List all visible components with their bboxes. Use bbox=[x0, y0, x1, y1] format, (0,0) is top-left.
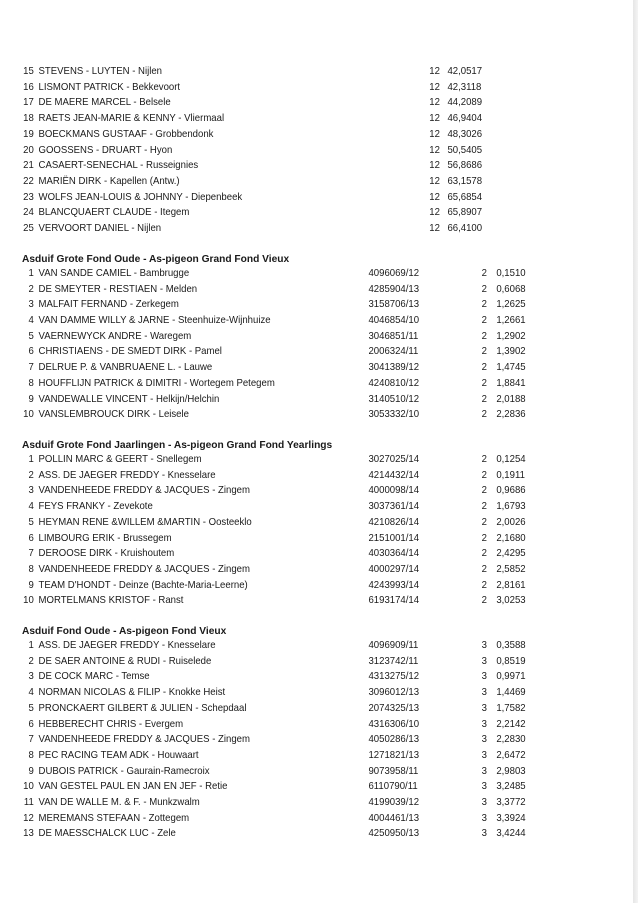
fancier-name: GOOSSENS - DRUART - Hyon bbox=[38, 145, 173, 156]
ring-number: 9073958/11 bbox=[368, 766, 419, 777]
ring-number: 1271821/13 bbox=[368, 750, 420, 761]
rank-number: 10 bbox=[23, 409, 34, 420]
ring-number: 4000297/14 bbox=[368, 564, 420, 575]
rank-number: 18 bbox=[23, 113, 34, 124]
ring-number: 3037361/14 bbox=[368, 501, 420, 512]
ring-number: 4214432/14 bbox=[368, 470, 420, 481]
rank-number: 4 bbox=[28, 315, 34, 326]
fancier-name: DELRUE P. & VANBRUAENE L. - Lauwe bbox=[38, 362, 213, 373]
prize-count: 2 bbox=[481, 485, 487, 496]
rank-number: 3 bbox=[28, 671, 34, 682]
prize-count: 2 bbox=[481, 346, 487, 357]
prize-count: 2 bbox=[481, 362, 487, 373]
fancier-name: MORTELMANS KRISTOF - Ranst bbox=[38, 595, 184, 606]
rank-number: 1 bbox=[28, 454, 34, 465]
fancier-name: HOUFFLIJN PATRICK & DIMITRI - Wortegem Petegem bbox=[38, 378, 275, 389]
coefficient: 2,2836 bbox=[496, 409, 526, 420]
ring-number: 4313275/12 bbox=[368, 671, 420, 682]
prize-count: 2 bbox=[481, 517, 487, 528]
rank-number: 3 bbox=[28, 299, 34, 310]
prize-count: 2 bbox=[481, 268, 487, 279]
fancier-name: VANDENHEEDE FREDDY & JACQUES - Zingem bbox=[38, 734, 250, 745]
fancier-name: VAERNEWYCK ANDRE - Waregem bbox=[38, 331, 192, 342]
ring-number: 3096012/13 bbox=[368, 687, 420, 698]
prize-count: 3 bbox=[481, 734, 487, 745]
coefficient: 1,4745 bbox=[496, 362, 526, 373]
coefficient: 2,0026 bbox=[496, 517, 526, 528]
fancier-name: DE MAERE MARCEL - Belsele bbox=[38, 97, 171, 108]
ring-number: 4000098/14 bbox=[368, 485, 420, 496]
rank-number: 4 bbox=[28, 687, 34, 698]
fancier-name: VAN DE WALLE M. & F. - Munkzwalm bbox=[38, 797, 200, 808]
coefficient: 42,3118 bbox=[447, 82, 482, 93]
prize-count: 3 bbox=[481, 671, 487, 682]
rank-number: 23 bbox=[23, 192, 34, 203]
prize-count: 2 bbox=[481, 454, 487, 465]
rank-number: 1 bbox=[28, 640, 34, 651]
prize-count: 2 bbox=[481, 501, 487, 512]
prize-count: 12 bbox=[429, 207, 440, 218]
prize-count: 3 bbox=[481, 781, 487, 792]
coefficient: 1,2625 bbox=[496, 299, 526, 310]
prize-count: 12 bbox=[429, 145, 440, 156]
rank-number: 2 bbox=[28, 284, 34, 295]
fancier-name: RAETS JEAN-MARIE & KENNY - Vliermaal bbox=[38, 113, 225, 124]
rank-number: 4 bbox=[28, 501, 34, 512]
coefficient: 56,8686 bbox=[447, 160, 483, 171]
prize-count: 2 bbox=[481, 409, 487, 420]
coefficient: 2,6472 bbox=[496, 750, 526, 761]
rank-number: 9 bbox=[28, 580, 34, 591]
ring-number: 3041389/12 bbox=[368, 362, 420, 373]
coefficient: 66,4100 bbox=[447, 223, 483, 234]
rank-number: 20 bbox=[23, 145, 34, 156]
rank-number: 24 bbox=[23, 207, 34, 218]
fancier-name: BLANCQUAERT CLAUDE - Itegem bbox=[38, 207, 190, 218]
prize-count: 2 bbox=[481, 548, 487, 559]
rank-number: 11 bbox=[23, 797, 34, 808]
fancier-name: DEROOSE DIRK - Kruishoutem bbox=[38, 548, 175, 559]
prize-count: 3 bbox=[481, 703, 487, 714]
coefficient: 50,5405 bbox=[447, 145, 483, 156]
ring-number: 6193174/14 bbox=[368, 595, 420, 606]
rank-number: 12 bbox=[23, 813, 34, 824]
rank-number: 6 bbox=[28, 346, 34, 357]
coefficient: 1,2661 bbox=[496, 315, 526, 326]
coefficient: 44,2089 bbox=[447, 97, 483, 108]
coefficient: 2,9803 bbox=[496, 766, 526, 777]
prize-count: 2 bbox=[481, 564, 487, 575]
fancier-name: FEYS FRANKY - Zevekote bbox=[38, 501, 153, 512]
ring-number: 2074325/13 bbox=[368, 703, 420, 714]
ring-number: 2006324/11 bbox=[368, 346, 419, 357]
fancier-name: BOECKMANS GUSTAAF - Grobbendonk bbox=[38, 129, 214, 140]
rank-number: 19 bbox=[23, 129, 34, 140]
ring-number: 3027025/14 bbox=[368, 454, 420, 465]
fancier-name: VANSLEMBROUCK DIRK - Leisele bbox=[38, 409, 189, 420]
rank-number: 5 bbox=[28, 517, 34, 528]
coefficient: 42,0517 bbox=[447, 66, 483, 77]
fancier-name: VANDENHEEDE FREDDY & JACQUES - Zingem bbox=[38, 485, 250, 496]
rank-number: 2 bbox=[28, 656, 34, 667]
fancier-name: DE SMEYTER - RESTIAEN - Melden bbox=[38, 284, 198, 295]
prize-count: 3 bbox=[481, 813, 487, 824]
coefficient: 0,1911 bbox=[496, 470, 525, 481]
coefficient: 1,3902 bbox=[496, 346, 526, 357]
rank-number: 22 bbox=[23, 176, 34, 187]
ring-number: 2151001/14 bbox=[368, 533, 420, 544]
fancier-name: NORMAN NICOLAS & FILIP - Knokke Heist bbox=[38, 687, 226, 698]
ring-number: 3158706/13 bbox=[368, 299, 420, 310]
prize-count: 2 bbox=[481, 394, 487, 405]
prize-count: 3 bbox=[481, 656, 487, 667]
prize-count: 12 bbox=[429, 82, 440, 93]
ring-number: 4199039/12 bbox=[368, 797, 420, 808]
ring-number: 4316306/10 bbox=[368, 719, 420, 730]
rank-number: 9 bbox=[28, 766, 34, 777]
rank-number: 8 bbox=[28, 750, 34, 761]
rank-number: 1 bbox=[28, 268, 34, 279]
fancier-name: PRONCKAERT GILBERT & JULIEN - Schepdaal bbox=[38, 703, 247, 714]
coefficient: 0,9686 bbox=[496, 485, 526, 496]
coefficient: 2,2830 bbox=[496, 734, 526, 745]
fancier-name: MEREMANS STEFAAN - Zottegem bbox=[38, 813, 190, 824]
coefficient: 1,6793 bbox=[496, 501, 526, 512]
coefficient: 1,8841 bbox=[496, 378, 526, 389]
coefficient: 3,0253 bbox=[496, 595, 526, 606]
coefficient: 0,3588 bbox=[496, 640, 526, 651]
prize-count: 2 bbox=[481, 533, 487, 544]
coefficient: 1,4469 bbox=[496, 687, 526, 698]
prize-count: 2 bbox=[481, 580, 487, 591]
rank-number: 5 bbox=[28, 703, 34, 714]
coefficient: 65,6854 bbox=[447, 192, 483, 203]
fancier-name: DUBOIS PATRICK - Gaurain-Ramecroix bbox=[38, 766, 210, 777]
rank-number: 7 bbox=[28, 548, 34, 559]
ring-number: 4096069/12 bbox=[368, 268, 420, 279]
rank-number: 10 bbox=[23, 781, 34, 792]
rank-number: 13 bbox=[23, 828, 34, 839]
fancier-name: DE SAER ANTOINE & RUDI - Ruiselede bbox=[38, 656, 212, 667]
ring-number: 4004461/13 bbox=[368, 813, 420, 824]
prize-count: 2 bbox=[481, 470, 487, 481]
prize-count: 2 bbox=[481, 331, 487, 342]
prize-count: 3 bbox=[481, 828, 487, 839]
prize-count: 12 bbox=[429, 113, 440, 124]
rank-number: 2 bbox=[28, 470, 34, 481]
coefficient: 3,2485 bbox=[496, 781, 526, 792]
prize-count: 3 bbox=[481, 687, 487, 698]
rank-number: 5 bbox=[28, 331, 34, 342]
fancier-name: POLLIN MARC & GEERT - Snellegem bbox=[38, 454, 202, 465]
ring-number: 4285904/13 bbox=[368, 284, 420, 295]
coefficient: 0,1254 bbox=[496, 454, 526, 465]
fancier-name: CASAERT-SENECHAL - Russeignies bbox=[38, 160, 199, 171]
coefficient: 0,1510 bbox=[496, 268, 526, 279]
ring-number: 3123742/11 bbox=[368, 656, 419, 667]
coefficient: 65,8907 bbox=[447, 207, 483, 218]
fancier-name: PEC RACING TEAM ADK - Houwaart bbox=[38, 750, 199, 761]
rank-number: 8 bbox=[28, 378, 34, 389]
fancier-name: VERVOORT DANIEL - Nijlen bbox=[38, 223, 162, 234]
fancier-name: VANDENHEEDE FREDDY & JACQUES - Zingem bbox=[38, 564, 250, 575]
fancier-name: DE MAESSCHALCK LUC - Zele bbox=[38, 828, 176, 839]
coefficient: 0,8519 bbox=[496, 656, 526, 667]
fancier-name: VANDEWALLE VINCENT - Helkijn/Helchin bbox=[38, 394, 220, 405]
prize-count: 3 bbox=[481, 797, 487, 808]
ring-number: 4096909/11 bbox=[368, 640, 419, 651]
ring-number: 3046851/11 bbox=[368, 331, 419, 342]
rank-number: 17 bbox=[23, 97, 34, 108]
fancier-name: TEAM D'HONDT - Deinze (Bachte-Maria-Leerne) bbox=[38, 580, 248, 591]
section-heading: Asduif Fond Oude - As-pigeon Fond Vieux bbox=[22, 626, 227, 637]
ring-number: 3053332/10 bbox=[368, 409, 420, 420]
rank-number: 3 bbox=[28, 485, 34, 496]
coefficient: 3,3772 bbox=[496, 797, 526, 808]
prize-count: 2 bbox=[481, 595, 487, 606]
coefficient: 2,5852 bbox=[496, 564, 526, 575]
coefficient: 2,8161 bbox=[496, 580, 526, 591]
prize-count: 3 bbox=[481, 640, 487, 651]
ring-number: 4030364/14 bbox=[368, 548, 420, 559]
prize-count: 3 bbox=[481, 750, 487, 761]
fancier-name: LISMONT PATRICK - Bekkevoort bbox=[38, 82, 181, 93]
section-heading: Asduif Grote Fond Jaarlingen - As-pigeon Grand Fond Yearlings bbox=[22, 440, 333, 451]
rank-number: 15 bbox=[23, 66, 34, 77]
section-heading: Asduif Grote Fond Oude - As-pigeon Grand Fond Vieux bbox=[22, 254, 290, 265]
ring-number: 4210826/14 bbox=[368, 517, 420, 528]
prize-count: 3 bbox=[481, 719, 487, 730]
ring-number: 4050286/13 bbox=[368, 734, 420, 745]
prize-count: 2 bbox=[481, 299, 487, 310]
ring-number: 6110790/11 bbox=[368, 781, 418, 792]
prize-count: 2 bbox=[481, 284, 487, 295]
coefficient: 2,2142 bbox=[496, 719, 526, 730]
coefficient: 48,3026 bbox=[447, 129, 483, 140]
ring-number: 4046854/10 bbox=[368, 315, 420, 326]
rank-number: 7 bbox=[28, 362, 34, 373]
fancier-name: STEVENS - LUYTEN - Nijlen bbox=[38, 66, 163, 77]
rank-number: 8 bbox=[28, 564, 34, 575]
fancier-name: VAN GESTEL PAUL EN JAN EN JEF - Retie bbox=[38, 781, 228, 792]
fancier-name: ASS. DE JAEGER FREDDY - Knesselare bbox=[38, 470, 216, 481]
fancier-name: LIMBOURG ERIK - Brussegem bbox=[38, 533, 172, 544]
ring-number: 4240810/12 bbox=[368, 378, 420, 389]
fancier-name: HEYMAN RENE &WILLEM &MARTIN - Oosteeklo bbox=[38, 517, 252, 528]
prize-count: 12 bbox=[429, 160, 440, 171]
coefficient: 2,4295 bbox=[496, 548, 526, 559]
fancier-name: MALFAIT FERNAND - Zerkegem bbox=[38, 299, 179, 310]
rank-number: 6 bbox=[28, 719, 34, 730]
prize-count: 2 bbox=[481, 315, 487, 326]
coefficient: 2,0188 bbox=[496, 394, 526, 405]
rank-number: 25 bbox=[23, 223, 34, 234]
coefficient: 3,4244 bbox=[496, 828, 526, 839]
rank-number: 21 bbox=[23, 160, 34, 171]
rank-number: 7 bbox=[28, 734, 34, 745]
fancier-name: VAN SANDE CAMIEL - Bambrugge bbox=[38, 268, 190, 279]
ring-number: 4243993/14 bbox=[368, 580, 420, 591]
prize-count: 3 bbox=[481, 766, 487, 777]
coefficient: 1,2902 bbox=[496, 331, 526, 342]
prize-count: 12 bbox=[429, 223, 440, 234]
fancier-name: DE COCK MARC - Temse bbox=[38, 671, 150, 682]
coefficient: 0,6068 bbox=[496, 284, 526, 295]
rank-number: 6 bbox=[28, 533, 34, 544]
coefficient: 63,1578 bbox=[447, 176, 483, 187]
coefficient: 3,3924 bbox=[496, 813, 526, 824]
coefficient: 46,9404 bbox=[447, 113, 483, 124]
fancier-name: WOLFS JEAN-LOUIS & JOHNNY - Diepenbeek bbox=[38, 192, 243, 203]
prize-count: 12 bbox=[429, 97, 440, 108]
prize-count: 12 bbox=[429, 176, 440, 187]
fancier-name: VAN DAMME WILLY & JARNE - Steenhuize-Wijnhuize bbox=[38, 315, 271, 326]
fancier-name: MARIËN DIRK - Kapellen (Antw.) bbox=[38, 176, 180, 187]
fancier-name: ASS. DE JAEGER FREDDY - Knesselare bbox=[38, 640, 216, 651]
rank-number: 16 bbox=[23, 82, 34, 93]
coefficient: 2,1680 bbox=[496, 533, 526, 544]
ring-number: 3140510/12 bbox=[368, 394, 420, 405]
prize-count: 12 bbox=[429, 66, 440, 77]
prize-count: 12 bbox=[429, 192, 440, 203]
prize-count: 2 bbox=[481, 378, 487, 389]
ring-number: 4250950/13 bbox=[368, 828, 420, 839]
coefficient: 1,7582 bbox=[496, 703, 526, 714]
rank-number: 9 bbox=[28, 394, 34, 405]
rank-number: 10 bbox=[23, 595, 34, 606]
page-edge bbox=[633, 0, 638, 903]
prize-count: 12 bbox=[429, 129, 440, 140]
fancier-name: HEBBERECHT CHRIS - Evergem bbox=[38, 719, 184, 730]
fancier-name: CHRISTIAENS - DE SMEDT DIRK - Pamel bbox=[38, 346, 222, 357]
coefficient: 0,9971 bbox=[496, 671, 526, 682]
